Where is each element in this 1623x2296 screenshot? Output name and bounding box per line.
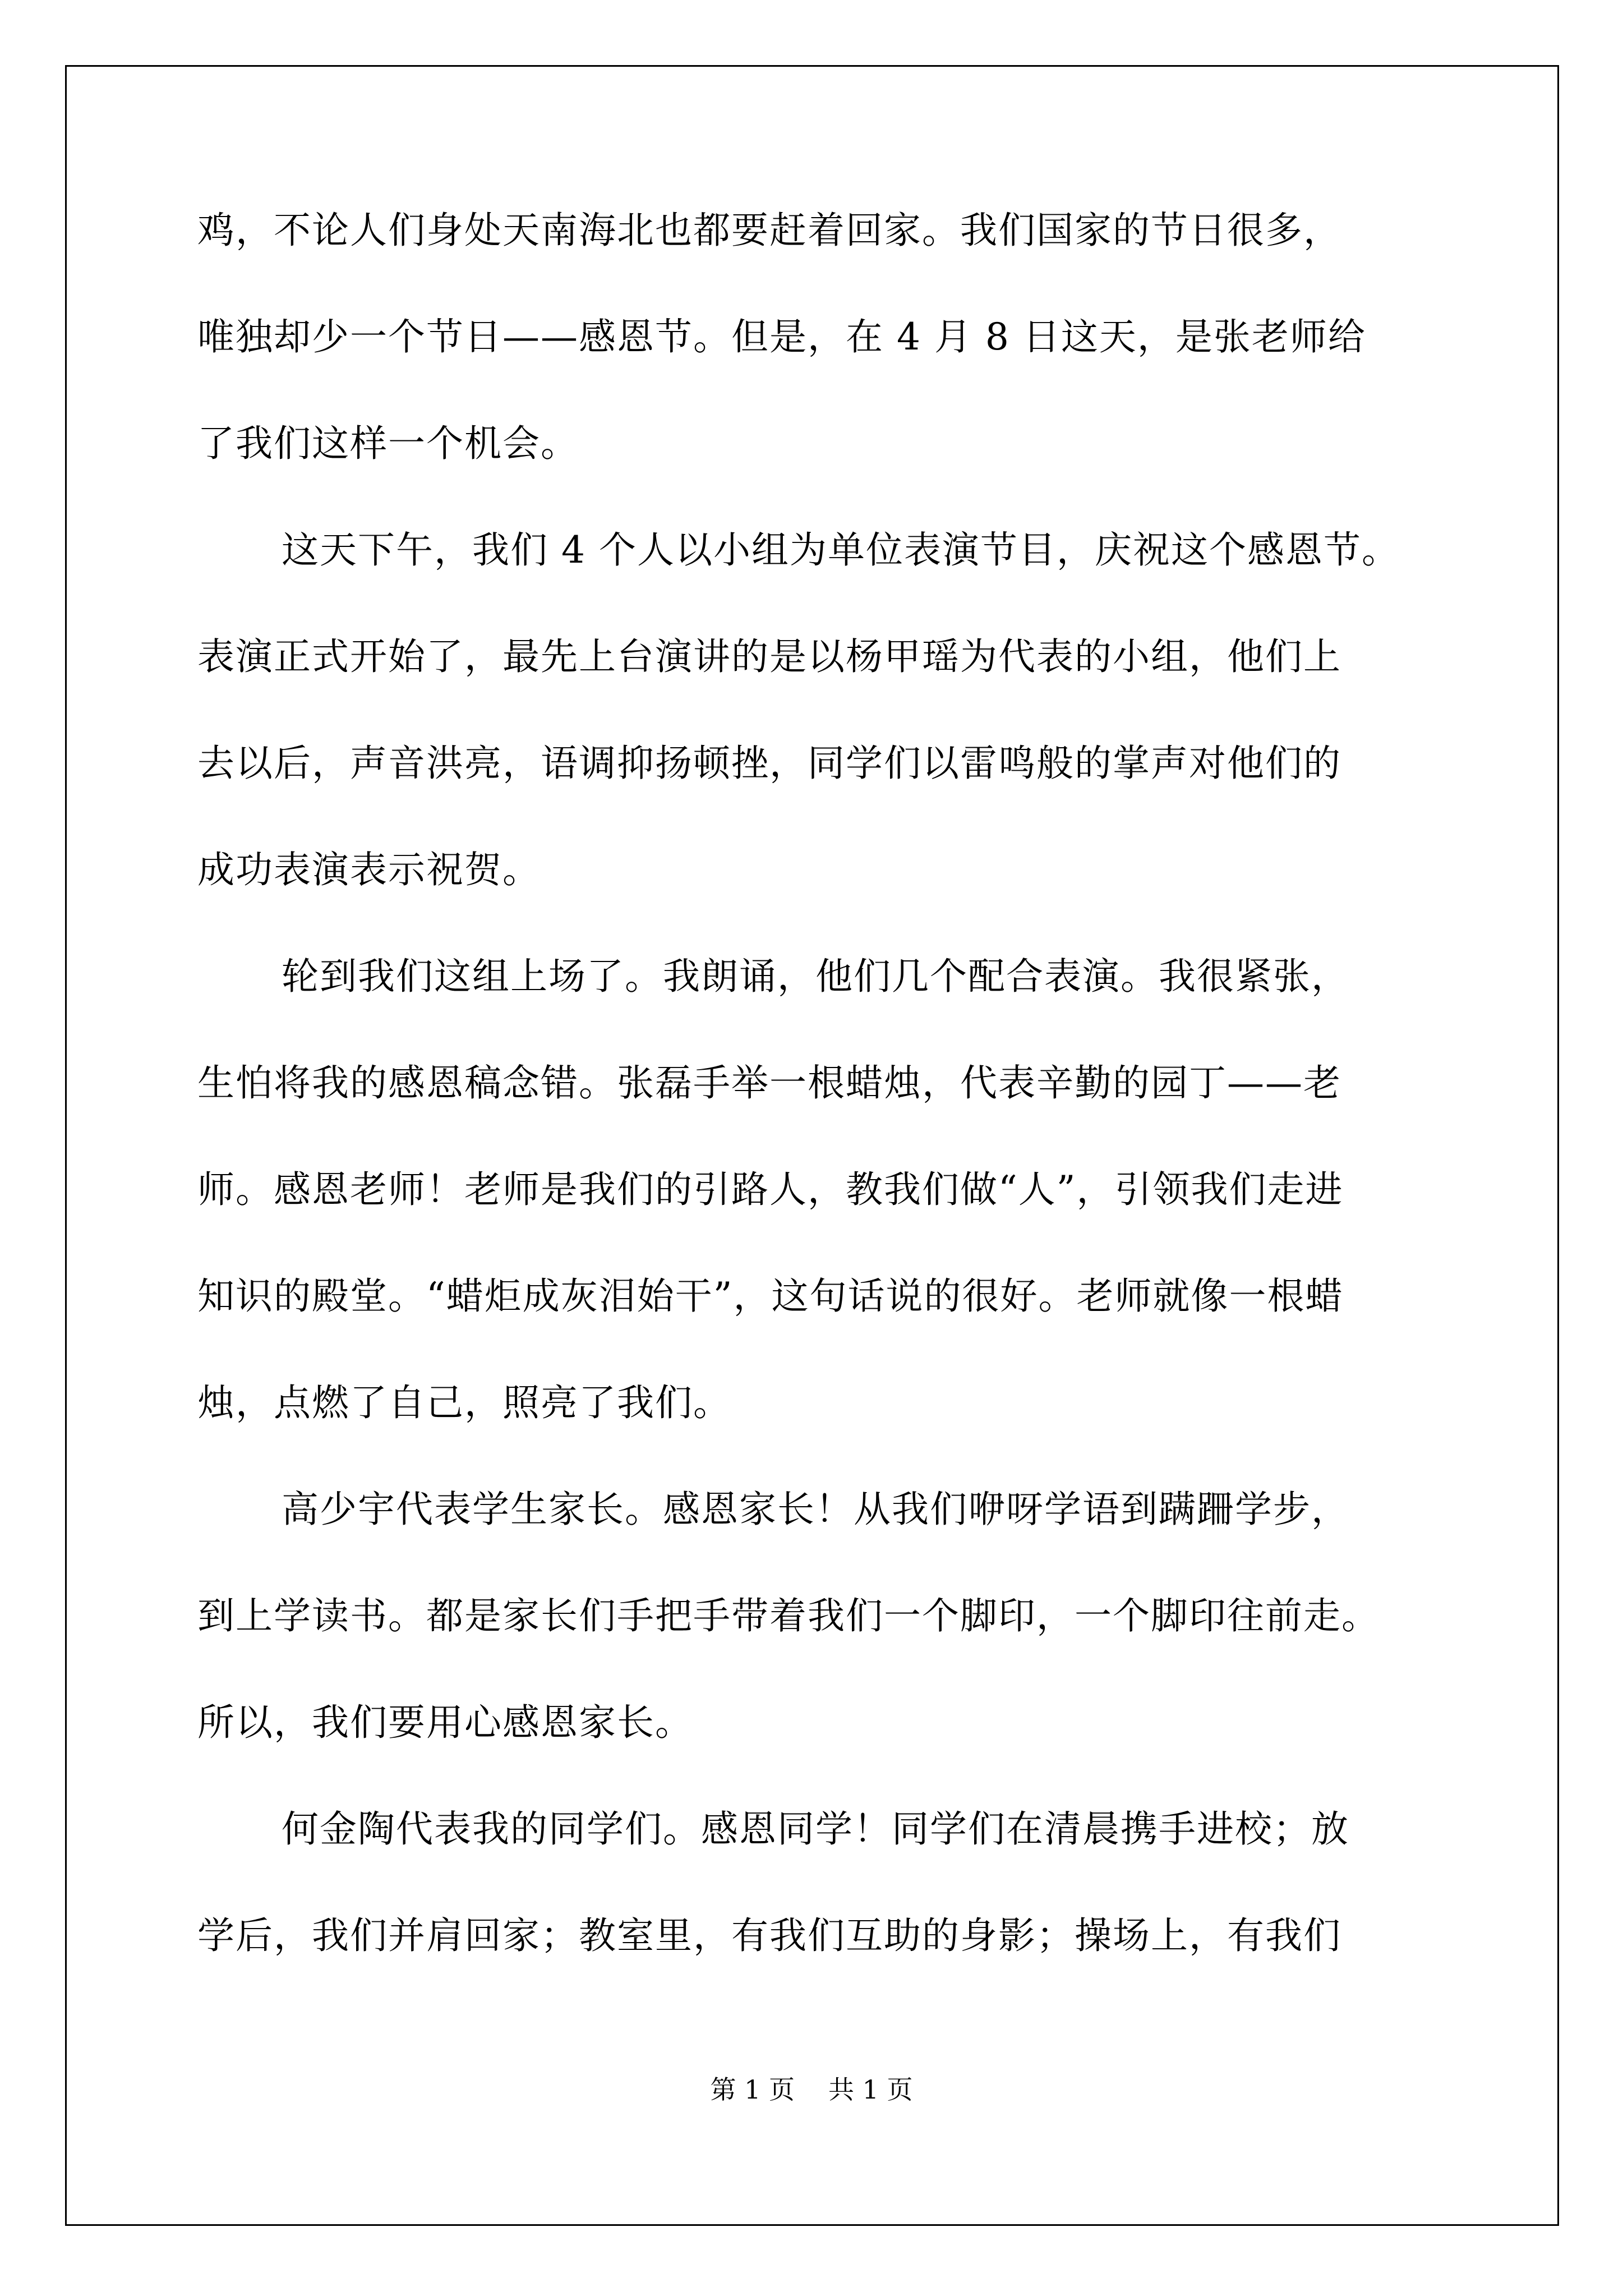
page-number: 第 1 页 (710, 2074, 795, 2105)
text-line: 学后，我们并肩回家；教室里，有我们互助的身影；操场上，有我们 (197, 1914, 1341, 1957)
text-line: 表演正式开始了，最先上台演讲的是以杨甲瑶为代表的小组，他们上 (197, 635, 1341, 678)
text-line: 了我们这样一个机会。 (197, 422, 579, 465)
page-footer (0, 2076, 1623, 2104)
text-line: 轮到我们这组上场了。我朗诵，他们几个配合表演。我很紧张， (282, 955, 1349, 998)
text-line: 所以，我们要用心感恩家长。 (197, 1701, 693, 1744)
page-total: 共 1 页 (828, 2074, 913, 2105)
text-line: 鸡，不论人们身处天南海北也都要赶着回家。我们国家的节日很多， (197, 209, 1341, 252)
document-body (197, 209, 1448, 2024)
text-line: 生怕将我的感恩稿念错。张磊手举一根蜡烛，代表辛勤的园丁——老 (197, 1061, 1341, 1105)
text-line: 烛，点燃了自己，照亮了我们。 (197, 1381, 731, 1424)
text-line: 去以后，声音洪亮，语调抑扬顿挫，同学们以雷鸣般的掌声对他们的 (197, 742, 1341, 785)
text-line: 这天下午，我们 4 个人以小组为单位表演节目，庆祝这个感恩节。 (282, 528, 1400, 572)
text-line: 高少宇代表学生家长。感恩家长！从我们咿呀学语到蹒跚学步， (282, 1488, 1349, 1531)
text-line: 成功表演表示祝贺。 (197, 848, 541, 891)
text-line: 知识的殿堂。“蜡炬成灰泪始干”，这句话说的很好。老师就像一根蜡 (197, 1274, 1344, 1318)
text-line: 何金陶代表我的同学们。感恩同学！同学们在清晨携手进校；放 (282, 1807, 1349, 1851)
text-line: 唯独却少一个节日——感恩节。但是，在 4 月 8 日这天，是张老师给 (197, 315, 1366, 358)
text-line: 师。感恩老师！老师是我们的引路人，教我们做“人”，引领我们走进 (197, 1168, 1344, 1211)
text-line: 到上学读书。都是家长们手把手带着我们一个脚印，一个脚印往前走。 (197, 1594, 1380, 1637)
